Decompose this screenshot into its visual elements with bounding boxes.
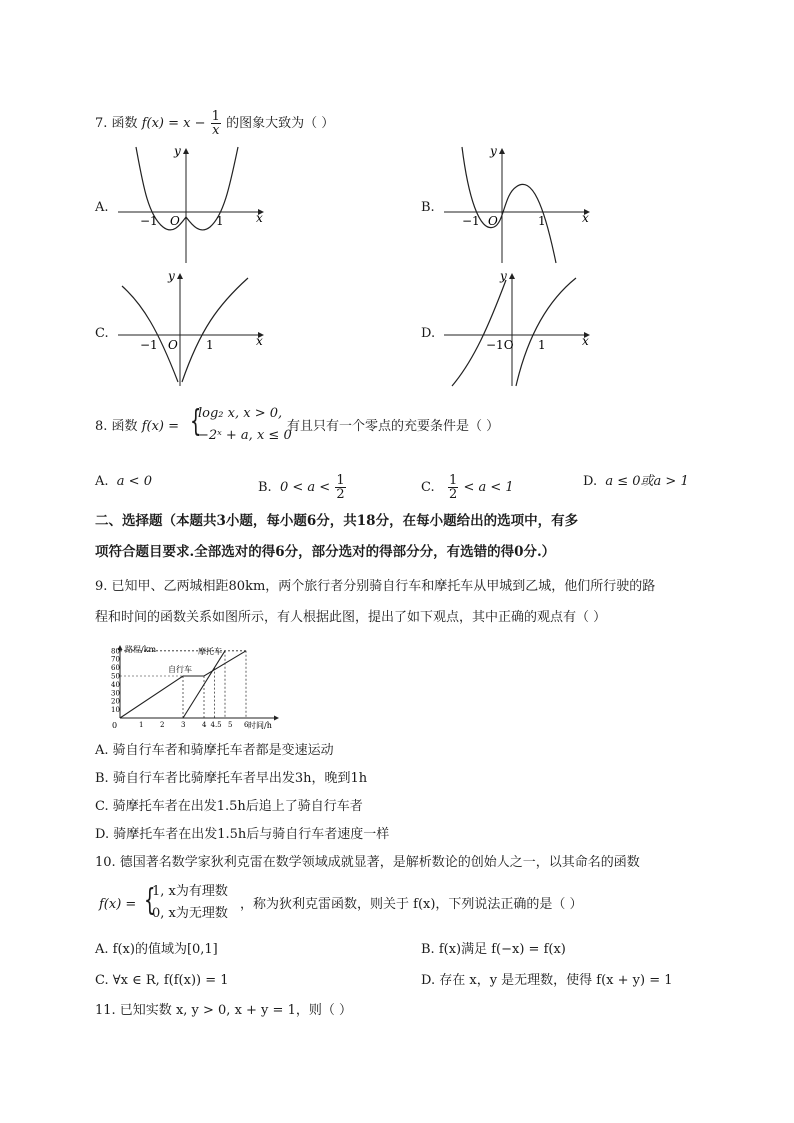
q7-fraction: $\frac{1}{x}$	[211, 109, 220, 138]
x-tick-label: 6	[244, 721, 249, 729]
origin-label: O	[170, 214, 180, 228]
q8-option-d: D. a ≤ 0或a > 1	[583, 474, 689, 489]
q8-case2: −2ˣ + a, x ≤ 0	[198, 428, 292, 443]
q10-option-c: C. ∀x ∈ R, f(f(x)) = 1	[95, 973, 229, 988]
tick-1: 1	[538, 214, 546, 228]
q10-option-b: B. f(x)满足 f(−x) = f(x)	[421, 942, 566, 957]
bike-series-label: 自行车	[168, 665, 192, 674]
q9-option-b: B. 骑自行车者比骑摩托车者早出发3h，晚到1h	[95, 771, 368, 786]
y-label: y	[500, 269, 507, 283]
q8-option-c: C. $\frac{1}{2}$ < a < 1	[421, 473, 514, 502]
tick-neg1: −1	[140, 338, 158, 352]
y-label: y	[168, 269, 175, 283]
y-label: y	[174, 144, 181, 158]
q7-option-a-label: A.	[95, 200, 109, 215]
q9-stem-line2: 程和时间的函数关系如图所示，有人根据此图，提出了如下观点，其中正确的观点有（ ）	[95, 610, 607, 625]
section2-heading-line1: 二、选择题（本题共3小题，每小题6分，共18分，在每小题给出的选项中，有多	[95, 513, 579, 529]
x-label: x	[582, 334, 589, 348]
q9-option-a: A. 骑自行车者和骑摩托车者都是变速运动	[95, 743, 334, 758]
y-tick-label: 50	[111, 672, 120, 681]
y-tick-label: 30	[111, 689, 120, 698]
y-tick-label: 70	[111, 655, 120, 664]
q7-option-c-label: C.	[95, 326, 109, 341]
x-label: x	[582, 211, 589, 225]
q7-option-b-label: B.	[421, 200, 435, 215]
q10-case2: 0, x为无理数	[152, 906, 228, 921]
q10-option-d: D. 存在 x，y 是无理数，使得 f(x + y) = 1	[421, 973, 673, 988]
q7-graph-c	[118, 270, 268, 390]
q10-brace: {	[144, 883, 156, 918]
q8-option-a: A. a < 0	[95, 474, 152, 489]
x-tick-label: 2	[160, 721, 165, 729]
curve-right	[516, 278, 576, 386]
q11-stem: 11. 已知实数 x, y > 0, x + y = 1，则（ ）	[95, 1003, 352, 1018]
tick-1: 1	[216, 214, 224, 228]
x-label: x	[256, 211, 263, 225]
tick-neg1: −1	[462, 214, 480, 228]
q7-stem: 7. 函数 f(x) = x − $\frac{1}{x}$ 的图象大致为（ ）	[95, 109, 335, 138]
moto-series-line	[183, 651, 225, 718]
chart-x-title: 时间/h	[248, 721, 272, 730]
x-tick-label: 5	[228, 721, 233, 729]
q9-stem-line1: 9. 已知甲、乙两城相距80km，两个旅行者分别骑自行车和摩托车从甲城到乙城，他们所行驶的路	[95, 579, 656, 594]
x-tick-label: 4	[202, 721, 207, 729]
q7-graph-b	[444, 145, 594, 265]
q7-graph-a	[118, 145, 268, 265]
q8-brace: {	[190, 404, 202, 439]
x-tick-label: 4.5	[210, 721, 222, 729]
curve	[462, 147, 556, 263]
y-tick-label: 20	[111, 697, 120, 706]
section2-heading-line2: 项符合题目要求.全部选对的得6分，部分选对的得部分分，有选错的得0分.）	[95, 544, 556, 560]
q9-chart	[110, 642, 280, 732]
q8-stem-post: 有且只有一个零点的充要条件是（ ）	[287, 419, 500, 434]
q8-stem-pre: 8. 函数 f(x) =	[95, 419, 179, 434]
q9-option-c: C. 骑摩托车者在出发1.5h后追上了骑自行车者	[95, 799, 363, 814]
tick-1: 1	[206, 338, 214, 352]
x-label: x	[256, 334, 263, 348]
curve-left	[122, 286, 178, 382]
chart-origin-label: 0	[112, 721, 118, 730]
origin-label: O	[488, 214, 498, 228]
y-tick-label: 40	[111, 680, 120, 689]
y-label: y	[490, 144, 497, 158]
q10-stem-line1: 10. 德国著名数学家狄利克雷在数学领域成就显著，是解析数论的创始人之一，以其命名的函数	[95, 855, 640, 870]
y-tick-label: 80	[111, 647, 120, 656]
curve-right	[182, 278, 248, 382]
tick-neg1-origin: −1O	[486, 338, 514, 352]
q7-option-d-label: D.	[421, 326, 436, 341]
y-tick-label: 60	[111, 664, 120, 673]
x-tick-label: 3	[181, 721, 186, 729]
origin-label: O	[168, 338, 178, 352]
chart-y-title: 路程/km	[125, 645, 157, 654]
tick-1: 1	[538, 338, 546, 352]
q8-case1: log₂ x, x > 0,	[198, 406, 283, 421]
q10-option-a: A. f(x)的值域为[0,1]	[95, 942, 218, 957]
q7-graph-d	[444, 270, 594, 390]
y-tick-label: 10	[111, 706, 120, 715]
x-tick-label: 1	[139, 721, 144, 729]
moto-series-label: 摩托车	[198, 647, 222, 656]
tick-neg1: −1	[140, 214, 158, 228]
q10-func-lhs: f(x) =	[99, 897, 137, 912]
q8-option-b: B. 0 < a < $\frac{1}{2}$	[258, 473, 345, 502]
curve-left	[452, 280, 506, 386]
q10-stem-line2: ，称为狄利克雷函数，则关于 f(x)，下列说法正确的是（ ）	[240, 897, 583, 912]
q9-option-d: D. 骑摩托车者在出发1.5h后与骑自行车者速度一样	[95, 827, 390, 842]
q10-case1: 1, x为有理数	[152, 884, 228, 899]
